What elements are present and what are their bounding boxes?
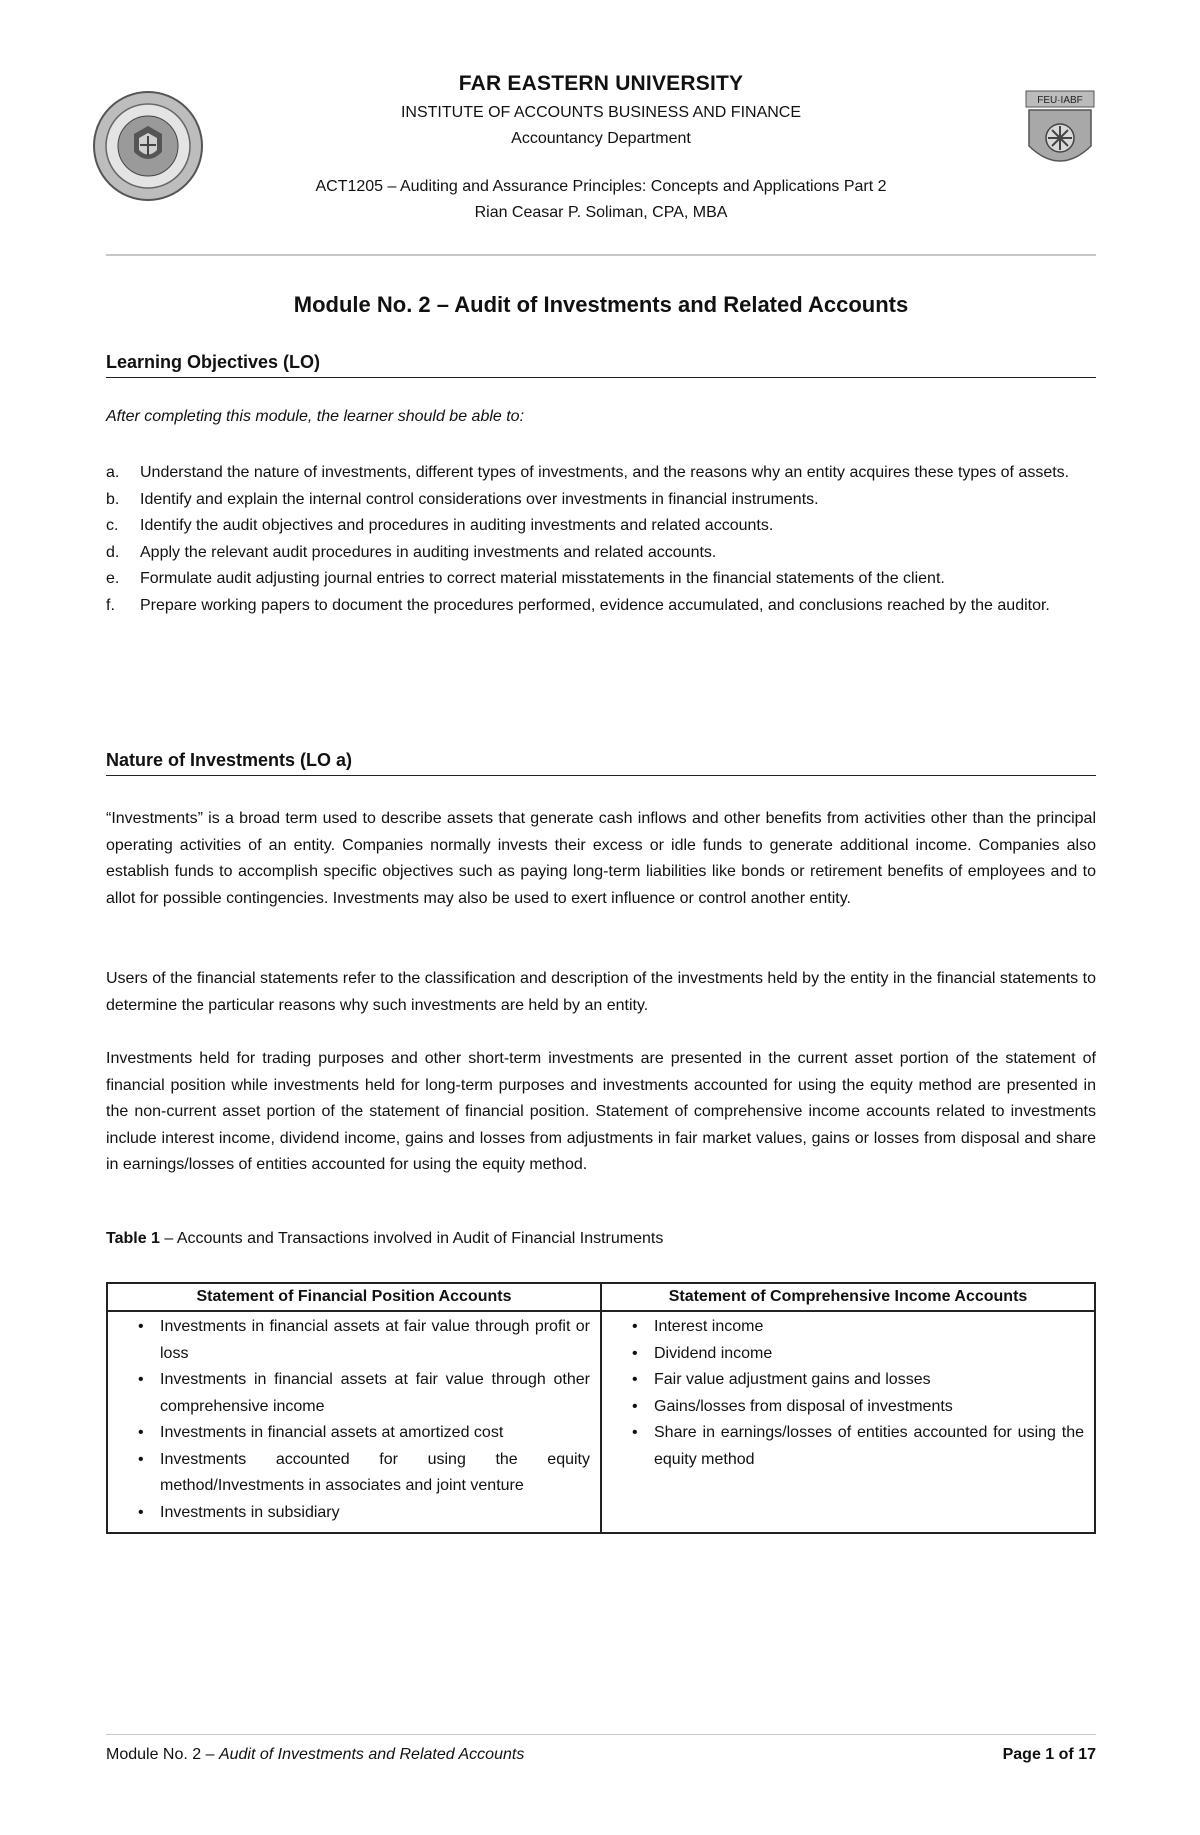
list-item: e. Formulate audit adjusting journal entries to correct material misstatements in the financial statements of the client. [106, 570, 945, 587]
list-item: b. Identify and explain the internal control considerations over investments in financial instruments. [106, 490, 819, 508]
university-name: FAR EASTERN UNIVERSITY [458, 72, 744, 95]
list-item: • Interest income [632, 1318, 764, 1335]
learning-objectives-heading: Learning Objectives (LO) [106, 352, 1096, 378]
table-caption: Table 1 – Accounts and Transactions involved in Audit of Financial Instruments [106, 1230, 664, 1247]
learning-objectives-list [106, 460, 1096, 619]
list-item: • Investments accounted for using the equity method/Investments in associates and joint venture [138, 1450, 590, 1494]
header-divider [106, 254, 1096, 256]
nature-paragraph-2: Users of the financial statements refer to the classification and description of the investments held by the entity in the financial statements to determine the particular reasons why such investments are held by an entity. [106, 970, 1096, 1014]
list-item: a. Understand the nature of investments, different types of investments, and the reasons why an entity acquires these types of assets. [106, 464, 1070, 481]
list-item: • Gains/losses from disposal of investments [632, 1397, 953, 1415]
list-item: • Fair value adjustment gains and losses [632, 1371, 931, 1388]
accounts-table [106, 1282, 1096, 1534]
nature-paragraph-1: “Investments” is a broad term used to describe assets that generate cash inflows and other benefits from activities other than the principal operating activities of an entity. Companies normally invests their excess or idle funds to generate additional income. Companies also establish funds to accomplish specific objectives such as paying long-term liabilities like bonds or retirement benefits of employees and to allot for possible contingencies. Investments may also be used to exert influence or control another entity. [106, 810, 1096, 907]
list-item: • Investments in financial assets at amortized cost [138, 1424, 504, 1441]
footer-module-title: Module No. 2 – Audit of Investments and Related Accounts [106, 1746, 525, 1763]
page-number: Page 1 of 17 [1002, 1746, 1096, 1763]
nature-paragraph-3: Investments held for trading purposes and other short-term investments are presented in the current asset portion of the statement of financial position while investments held for long-term purposes and investments accounted for using the equity method are presented in the non-current asset portion of the statement of financial position. Statement of comprehensive income accounts related to investments include interest income, dividend income, gains and losses from adjustments in fair market values, gains or losses from disposal and share in earnings/losses of entities accounted for using the equity method. [106, 1050, 1096, 1173]
list-item: c. Identify the audit objectives and procedures in auditing investments and related accounts. [106, 517, 774, 534]
course-title: ACT1205 – Auditing and Assurance Principles: Concepts and Applications Part 2 [315, 178, 887, 195]
badge-text: FEU·IABF [1037, 95, 1083, 106]
table-header-financial-position: Statement of Financial Position Accounts [107, 1283, 601, 1311]
list-item: • Investments in financial assets at fair value through profit or loss [138, 1318, 590, 1362]
list-item: f. Prepare working papers to document the procedures performed, evidence accumulated, and conclusions reached by the auditor. [106, 596, 1050, 614]
list-item: • Investments in subsidiary [138, 1503, 340, 1521]
list-item: • Investments in financial assets at fair value through other comprehensive income [138, 1371, 590, 1415]
page-footer [106, 1746, 1096, 1764]
list-item: d. Apply the relevant audit procedures in auditing investments and related accounts. [106, 543, 717, 561]
footer-divider [106, 1734, 1096, 1735]
financial-position-cell [107, 1311, 601, 1533]
document-header [106, 72, 1096, 222]
list-item: • Dividend income [632, 1344, 773, 1362]
module-title: Module No. 2 – Audit of Investments and Related Accounts [293, 292, 909, 317]
department-name: Accountancy Department [511, 130, 691, 147]
nature-of-investments-heading: Nature of Investments (LO a) [106, 750, 1096, 776]
learning-objectives-intro: After completing this module, the learner should be able to: [106, 408, 525, 425]
table-header-comprehensive-income: Statement of Comprehensive Income Accounts [601, 1283, 1095, 1311]
institute-name: INSTITUTE OF ACCOUNTS BUSINESS AND FINANCE [400, 104, 802, 121]
instructor-name: Rian Ceasar P. Soliman, CPA, MBA [474, 204, 728, 221]
list-item: • Share in earnings/losses of entities accounted for using the equity method [632, 1424, 1084, 1468]
comprehensive-income-cell [601, 1311, 1095, 1533]
